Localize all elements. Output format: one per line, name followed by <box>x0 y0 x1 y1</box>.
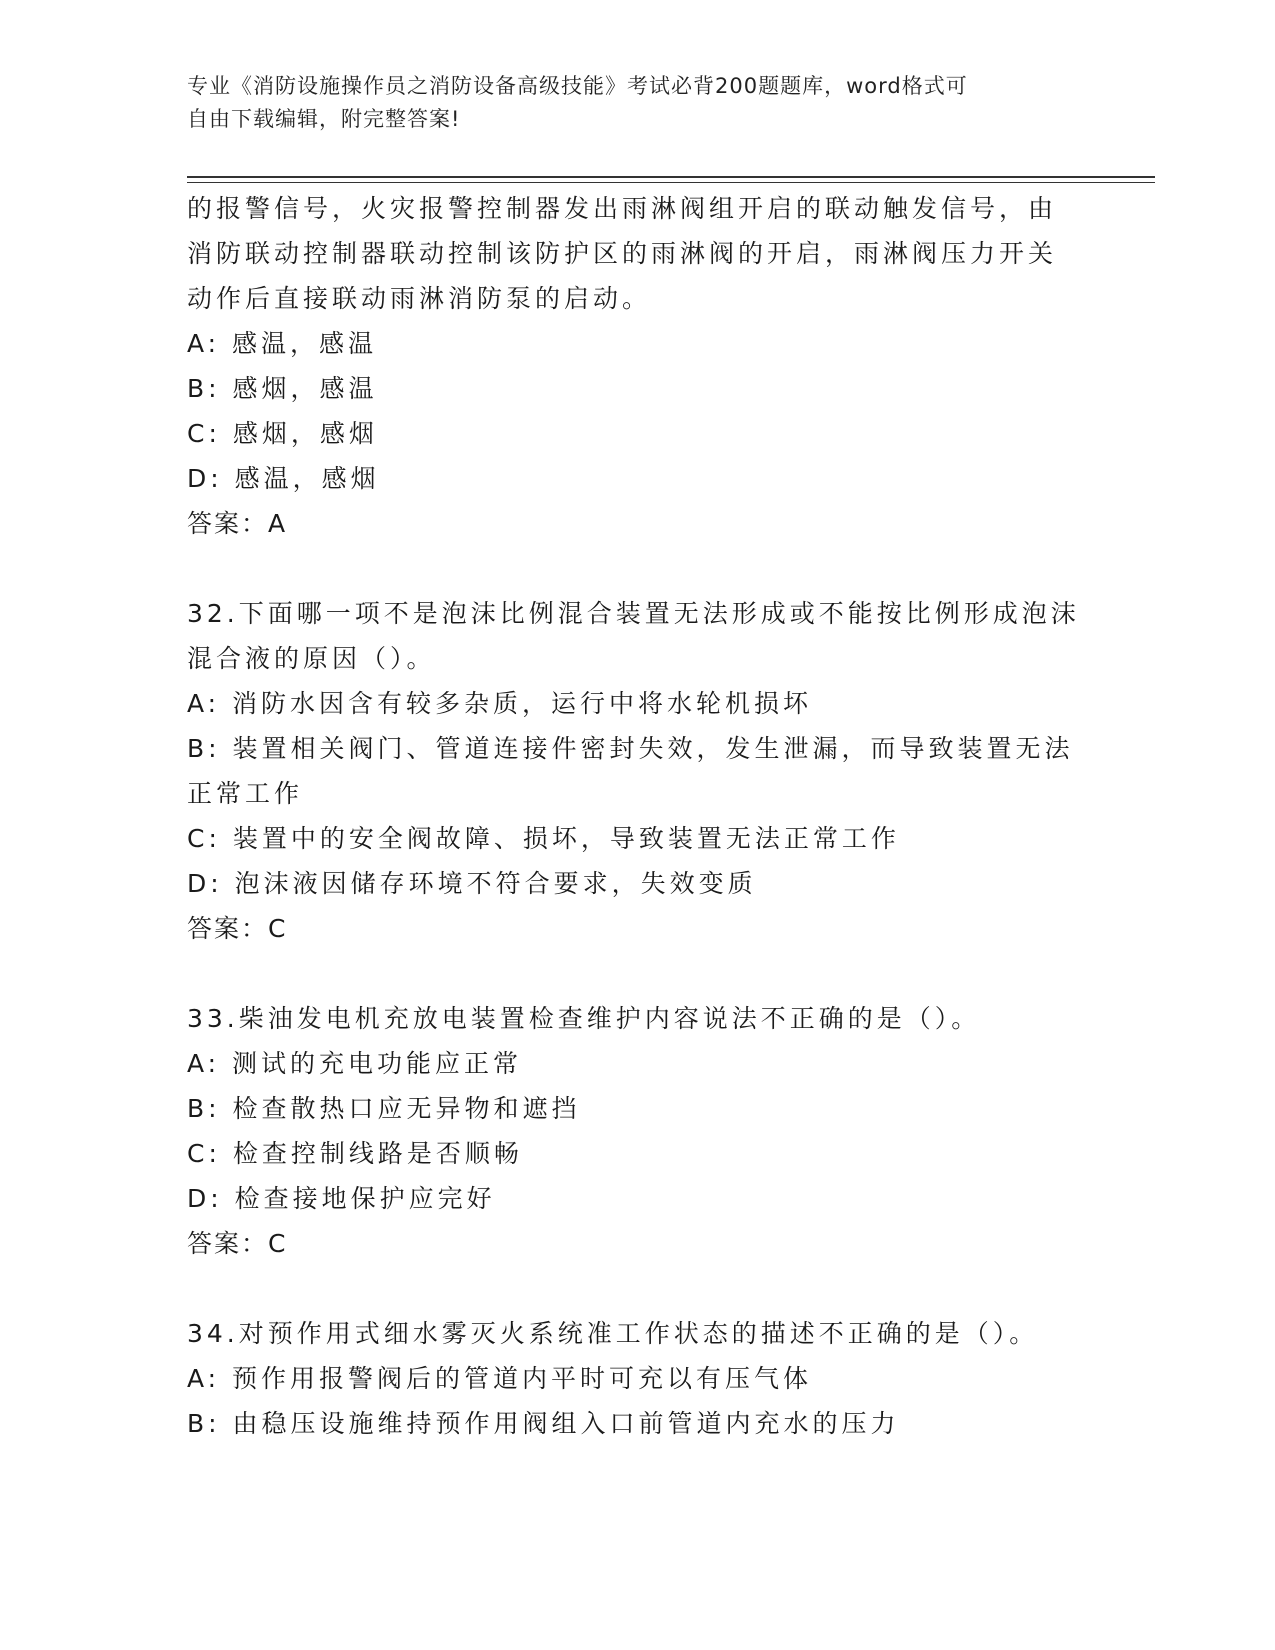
page-header <box>187 70 1087 136</box>
question-stem-line: 混合液的原因（）。 <box>187 644 436 673</box>
answer-line: 答案：C <box>187 914 288 943</box>
document-body <box>187 186 1087 1446</box>
question-33 <box>187 996 1087 1266</box>
continued-question <box>187 186 1087 546</box>
option-d: D: 感温，感烟 <box>187 464 380 493</box>
question-stem-line: 34.对预作用式细水雾灭火系统准工作状态的描述不正确的是（）。 <box>187 1319 1039 1348</box>
header-divider-thick <box>187 176 1155 178</box>
answer-line: 答案：C <box>187 1229 288 1258</box>
option-b: B: 检查散热口应无异物和遮挡 <box>187 1094 581 1123</box>
question-stem-line: 33.柴油发电机充放电装置检查维护内容说法不正确的是（）。 <box>187 1004 981 1033</box>
option-a: A: 测试的充电功能应正常 <box>187 1049 523 1078</box>
option-c: C: 感烟，感烟 <box>187 419 378 448</box>
header-divider-thin <box>187 182 1155 183</box>
question-stem-line: 32.下面哪一项不是泡沫比例混合装置无法形成或不能按比例形成泡沫 <box>187 599 1080 628</box>
option-a: A: 感温，感温 <box>187 329 378 358</box>
header-line-1: 专业《消防设施操作员之消防设备高级技能》考试必背200题题库，word格式可 <box>187 74 968 98</box>
option-b: B: 装置相关阀门、管道连接件密封失效，发生泄漏，而导致装置无法 <box>187 734 1074 763</box>
answer-line: 答案：A <box>187 509 288 538</box>
option-c: C: 检查控制线路是否顺畅 <box>187 1139 523 1168</box>
option-b: B: 感烟，感温 <box>187 374 378 403</box>
option-c: C: 装置中的安全阀故障、损坏，导致装置无法正常工作 <box>187 824 900 853</box>
question-stem-line: 消防联动控制器联动控制该防护区的雨淋阀的开启，雨淋阀压力开关 <box>187 239 1058 268</box>
option-d: D: 泡沫液因储存环境不符合要求，失效变质 <box>187 869 757 898</box>
option-b-continued: 正常工作 <box>187 779 304 808</box>
header-line-2: 自由下载编辑，附完整答案! <box>187 107 461 131</box>
question-32 <box>187 591 1087 951</box>
question-stem-line: 动作后直接联动雨淋消防泵的启动。 <box>187 284 652 313</box>
option-b: B: 由稳压设施维持预作用阀组入口前管道内充水的压力 <box>187 1409 900 1438</box>
option-a: A: 预作用报警阀后的管道内平时可充以有压气体 <box>187 1364 813 1393</box>
question-34 <box>187 1311 1087 1446</box>
option-a: A: 消防水因含有较多杂质，运行中将水轮机损坏 <box>187 689 813 718</box>
option-d: D: 检查接地保护应完好 <box>187 1184 496 1213</box>
question-stem-line: 的报警信号，火灾报警控制器发出雨淋阀组开启的联动触发信号，由 <box>187 194 1058 223</box>
